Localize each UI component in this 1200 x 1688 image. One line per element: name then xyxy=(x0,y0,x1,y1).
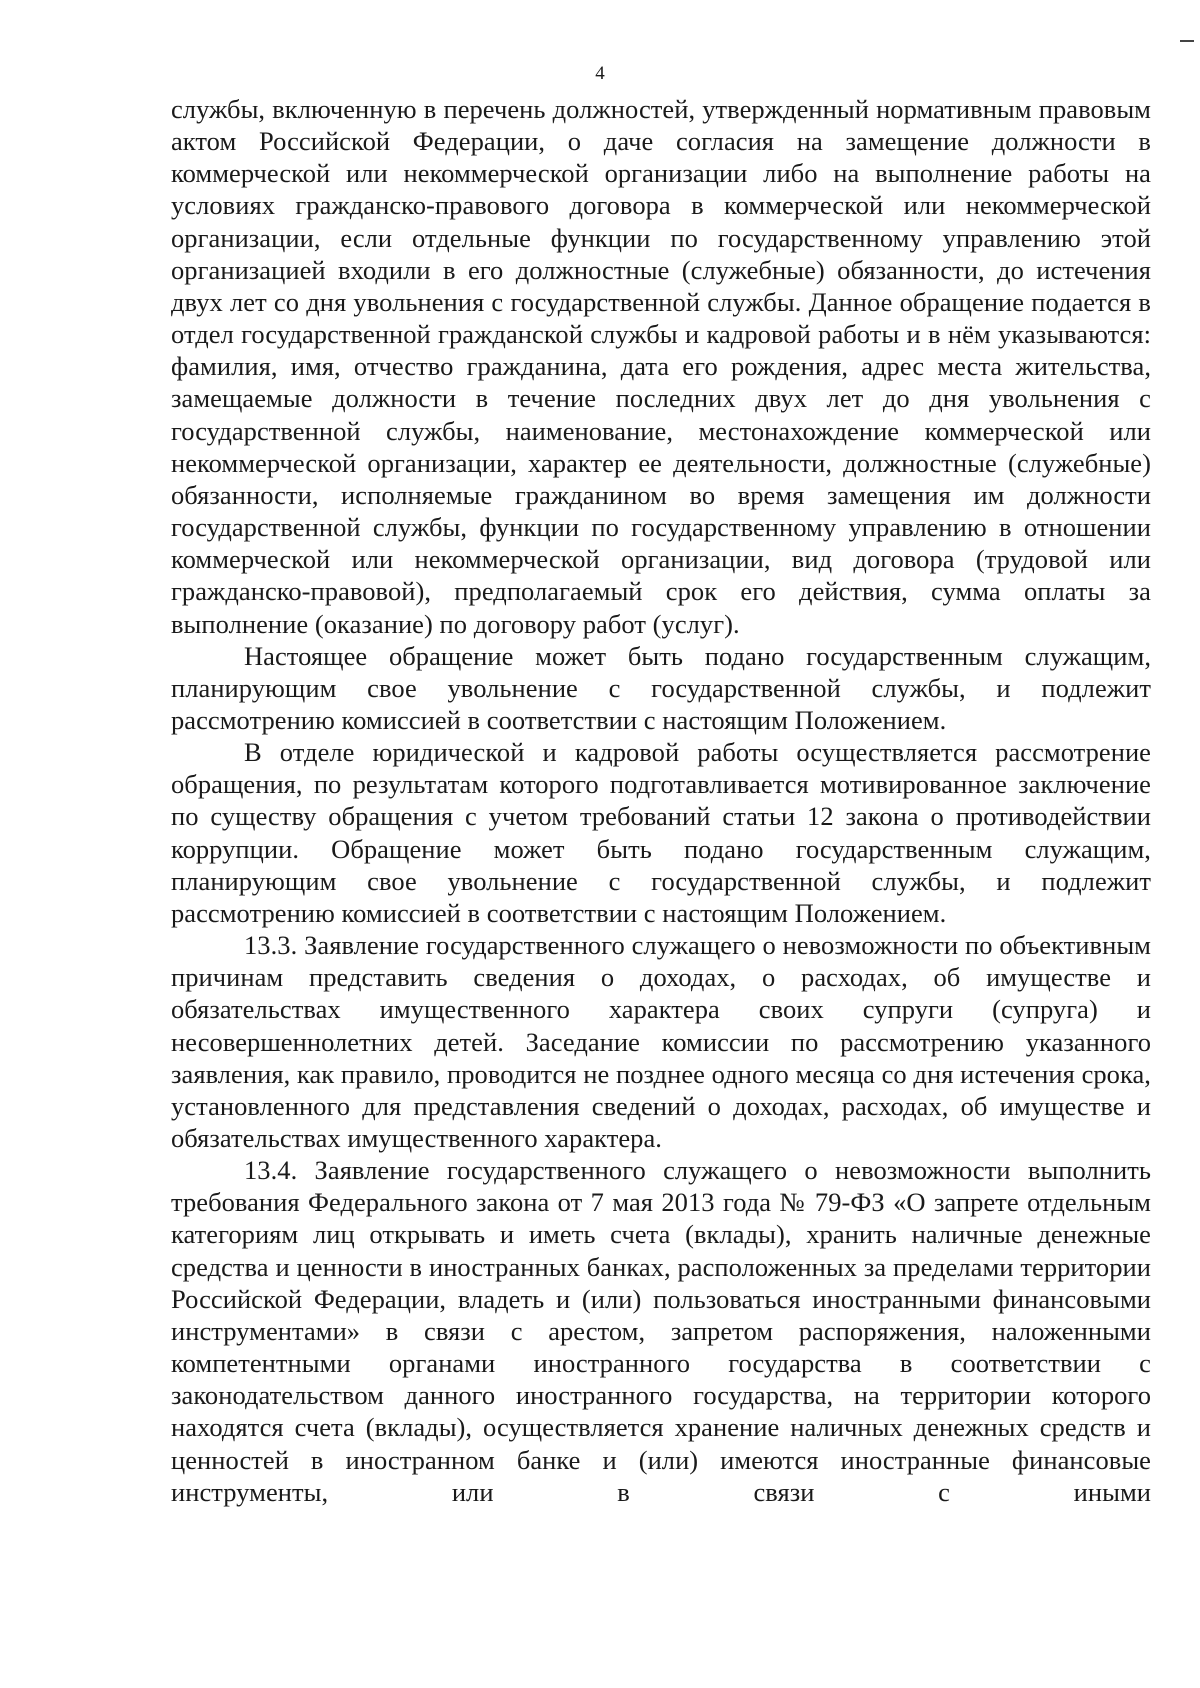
paragraph-13-4: 13.4. Заявление государственного служащего о невозможности выполнить требования Федерального закона от 7 мая 2013 года № 79-ФЗ «О запрете отдельным категориям лиц открывать и иметь счета (вклады), хранить наличные денежные средства и ценности в иностранных банках, расположенных за пределами территории Российской Федерации, владеть и (или) пользоваться иностранными финансовыми инструментами» в связи с арестом, запретом распоряжения, наложенными компетентными органами иностранного государства в соответствии с законодательством данного иностранного государства, на территории которого находятся счета (вклады), осуществляется хранение наличных денежных средств и ценностей в иностранном банке и (или) имеются иностранные финансовые инструменты, или в связи с иными xyxy=(171,1155,1151,1507)
paragraph-appeal-submission: Настоящее обращение может быть подано государственным служащим, планирующим свое увольнение с государственной службы, и подлежит рассмотрению комиссией в соответствии с настоящим Положением. xyxy=(171,640,1151,735)
paragraph-continuation: службы, включенную в перечень должностей, утвержденный нормативным правовым актом Российской Федерации, о даче согласия на замещение должности в коммерческой или некоммерческой организации либо на выполнение работы на условиях гражданско-правового договора в коммерческой или некоммерческой организации, если отдельные функции по государственному управлению этой организацией входили в его должностные (служебные) обязанности, до истечения двух лет со дня увольнения с государственной службы. Данное обращение подается в отдел государственной гражданской службы и кадровой работы и в нём указываются: фамилия, имя, отчество гражданина, дата его рождения, адрес места жительства, замещаемые должности в течение последних двух лет до дня увольнения с государственной службы, наименование, местонахождение коммерческой или некоммерческой организации, характер ее деятельности, должностные (служебные) обязанности, исполняемые гражданином во время замещения им должности государственной службы, функции по государственному управлению в отношении коммерческой или некоммерческой организации, вид договора (трудовой или гражданско-правовой), предполагаемый срок его действия, сумма оплаты за выполнение (оказание) по договору работ (услуг). xyxy=(171,94,1151,639)
paragraph-13-3: 13.3. Заявление государственного служащего о невозможности по объективным причинам представить сведения о доходах, о расходах, об имуществе и обязательствах имущественного характера своих супруги (супруга) и несовершеннолетних детей. Заседание комиссии по рассмотрению указанного заявления, как правило, проводится не позднее одного месяца со дня истечения срока, установленного для представления сведений о доходах, расходах, об имуществе и обязательствах имущественного характера. xyxy=(171,930,1151,1153)
scan-edge-mark xyxy=(1180,40,1194,42)
document-body xyxy=(171,93,1151,1508)
paragraph-appeal-review: В отделе юридической и кадровой работы осуществляется рассмотрение обращения, по результатам которого подготавливается мотивированное заключение по существу обращения с учетом требований статьи 12 закона о противодействии коррупции. Обращение может быть подано государственным служащим, планирующим свое увольнение с государственной службы, и подлежит рассмотрению комиссией в соответствии с настоящим Положением. xyxy=(171,737,1151,928)
page-number: 4 xyxy=(595,63,605,84)
